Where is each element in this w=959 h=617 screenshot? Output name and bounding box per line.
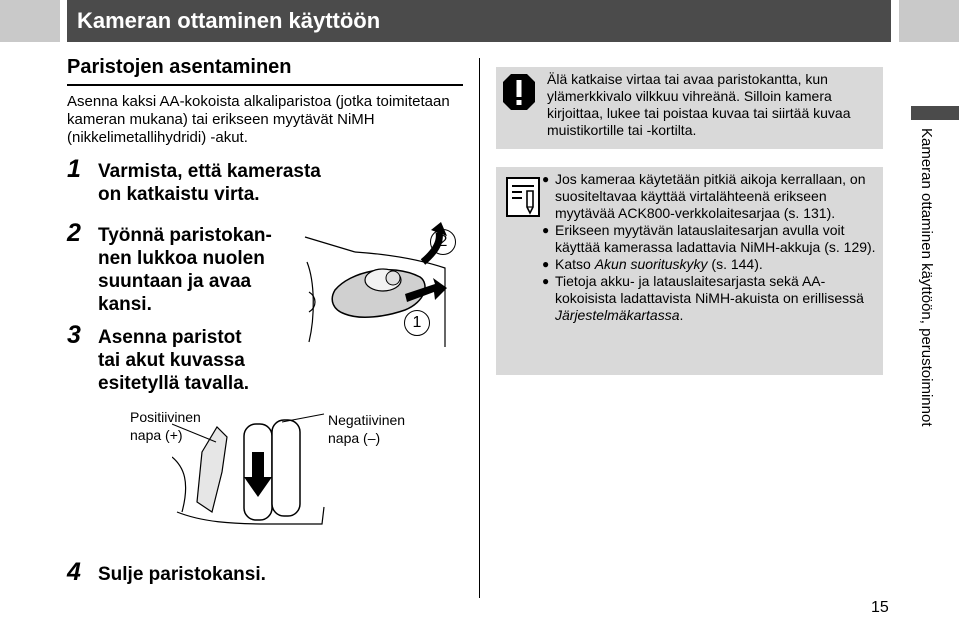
notes-list xyxy=(543,171,879,324)
step-text xyxy=(98,160,321,206)
step-line: tai akut kuvassa xyxy=(98,350,245,371)
step-line: Varmista, että kamerasta xyxy=(98,161,321,182)
step-line: esitetyllä tavalla. xyxy=(98,373,250,394)
step-line: on katkaistu virta. xyxy=(98,184,260,205)
callout-2: 2 xyxy=(430,229,456,255)
chapter-tab-marker xyxy=(911,106,959,120)
step-line: kansi. xyxy=(98,294,152,315)
memo-icon xyxy=(506,177,540,217)
section-rule xyxy=(67,84,463,86)
negative-terminal-label xyxy=(328,411,405,447)
step-line: suuntaan ja avaa xyxy=(98,271,252,292)
callout-1: 1 xyxy=(404,310,430,336)
note-text: . xyxy=(679,307,684,323)
step-line: Sulje paristokansi. xyxy=(98,564,266,585)
caution-text: Älä katkaise virtaa tai avaa paristokantta, kun ylämerkkivalo vilkkuu vihreänä. Silloin kamera kirjoittaa, lukee tai poistaa kuvaa tai siirtää kuvaa muistikortille tai -kortilta. xyxy=(547,71,851,138)
note-item xyxy=(543,171,879,222)
step-number: 4 xyxy=(67,558,81,586)
note-text: Tietoja akku- ja latauslaitesarjasta sekä AA-kokoisista ladattavista NiMH-akuista on erillisessä xyxy=(555,273,864,306)
section-title: Paristojen asentaminen xyxy=(67,56,292,78)
label-line: napa (+) xyxy=(130,427,183,443)
step-number: 1 xyxy=(67,155,81,183)
note-reference: Järjestelmäkartassa xyxy=(555,307,680,323)
header-corner-left xyxy=(0,0,60,42)
note-text: Jos kameraa käytetään pitkiä aikoja kerrallaan, on suositeltavaa käyttää virtalähteenä erikseen myytävää ACK800-verkkolaitesarjaa (s. 131). xyxy=(555,171,866,221)
note-text: Katso xyxy=(555,256,595,272)
label-line: Positiivinen xyxy=(130,409,201,425)
note-reference: Akun suorituskyky xyxy=(594,256,708,272)
label-line: napa (–) xyxy=(328,430,381,446)
positive-terminal-label xyxy=(130,408,201,444)
header-corner-right xyxy=(899,0,959,42)
intro-paragraph: Asenna kaksi AA-kokoista alkaliparistoa (jotka toimitetaan kameran mukana) tai erikseen myytävät NiMH (nikkelimetallihydridi) -akut. xyxy=(67,93,450,146)
step-number: 2 xyxy=(67,219,81,247)
step-text xyxy=(98,224,272,316)
exclamation-icon xyxy=(502,73,536,111)
label-line: Negatiivinen xyxy=(328,412,406,428)
chapter-side-label: Kameran ottaminen käyttöön, perustoiminnot xyxy=(918,128,935,427)
step-line: Työnnä paristokan- xyxy=(98,225,272,246)
step-text xyxy=(98,563,266,586)
page-header xyxy=(67,0,891,42)
step-line: Asenna paristot xyxy=(98,327,242,348)
note-text: (s. 144). xyxy=(707,256,763,272)
caution-box xyxy=(496,67,883,149)
column-divider xyxy=(479,58,480,598)
step-number: 3 xyxy=(67,321,81,349)
note-item xyxy=(543,256,879,273)
note-item xyxy=(543,273,879,324)
step-line: nen lukkoa nuolen xyxy=(98,248,265,269)
page-number: 15 xyxy=(871,599,889,616)
page-title: Kameran ottaminen käyttöön xyxy=(77,8,381,33)
step-text xyxy=(98,326,249,395)
note-item xyxy=(543,222,879,256)
notes-box xyxy=(496,167,883,375)
note-text: Erikseen myytävän latauslaitesarjan avulla voit käyttää kamerassa ladattavia NiMH-akkuja (s. 129). xyxy=(555,222,876,255)
